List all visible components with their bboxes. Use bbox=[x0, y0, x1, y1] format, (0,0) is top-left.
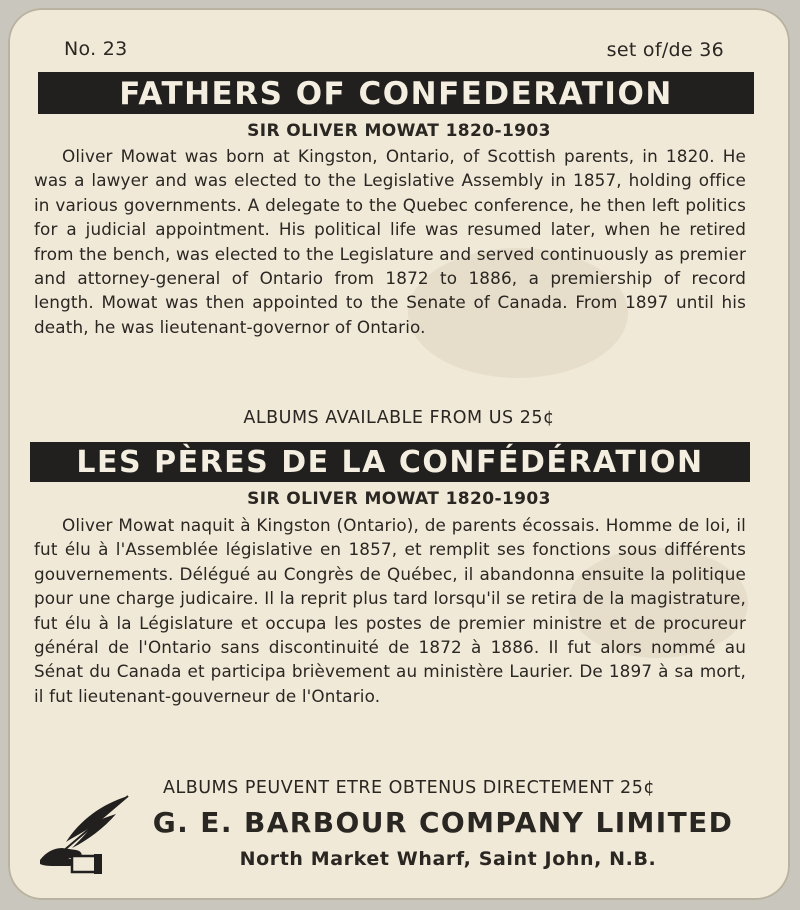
english-albums-notice: ALBUMS AVAILABLE FROM US 25¢ bbox=[243, 408, 555, 428]
card-number: No. 23 bbox=[64, 38, 128, 60]
french-albums-notice: ALBUMS PEUVENT ETRE OBTENUS DIRECTEMENT 25¢ bbox=[163, 778, 655, 798]
english-title-banner: FATHERS OF CONFEDERATION bbox=[38, 72, 754, 114]
french-biography: Oliver Mowat naquit à Kingston (Ontario), de parents écossais. Homme de loi, il fut élu à l'Assemblée législative en 1857, et remplit ses fonctions sous différents gouvernements. Délégué au Congrès de Québec, il abandonna ensuite la politique pour une charge judicaire. Il la reprit plus tard lorsqu'il se retira de la magistrature, fut élu à la Législature et occupa les postes de premier ministre et de procureur général de l'Ontario sans discontinuité de 1872 à 1886. Il fut alors nommé au Sénat du Canada et participa brièvement au ministère Laurier. De 1897 à sa mort, il fut lieutenant-gouverneur de l'Ontario. bbox=[34, 515, 746, 706]
quill-pen-hand-icon bbox=[32, 790, 142, 880]
french-title-banner: LES PÈRES DE LA CONFÉDÉRATION bbox=[30, 442, 750, 482]
french-subject-heading: SIR OLIVER MOWAT 1820-1903 bbox=[247, 489, 551, 509]
english-subject-heading: SIR OLIVER MOWAT 1820-1903 bbox=[247, 121, 551, 141]
publisher-name: G. E. BARBOUR COMPANY LIMITED bbox=[152, 806, 734, 839]
trading-card bbox=[8, 8, 790, 900]
card-header-line bbox=[8, 38, 790, 64]
card-set-count: set of/de 36 bbox=[606, 39, 724, 61]
english-biography: Oliver Mowat was born at Kingston, Ontario, of Scottish parents, in 1820. He was a lawyer and was elected to the Legislative Assembly in 1857, holding office in various governments. A delegate to the Quebec conference, he then left politics for a judicial appointment. His political life was resumed later, when he retired from the bench, was elected to the Legislature and served continuously as premier and attorney-general of Ontario from 1872 to 1886, a premiership of record length. Mowat was then appointed to the Senate of Canada. From 1897 until his death, he was lieutenant-governor of Ontario. bbox=[34, 146, 746, 337]
publisher-address: North Market Wharf, Saint John, N.B. bbox=[239, 848, 657, 870]
